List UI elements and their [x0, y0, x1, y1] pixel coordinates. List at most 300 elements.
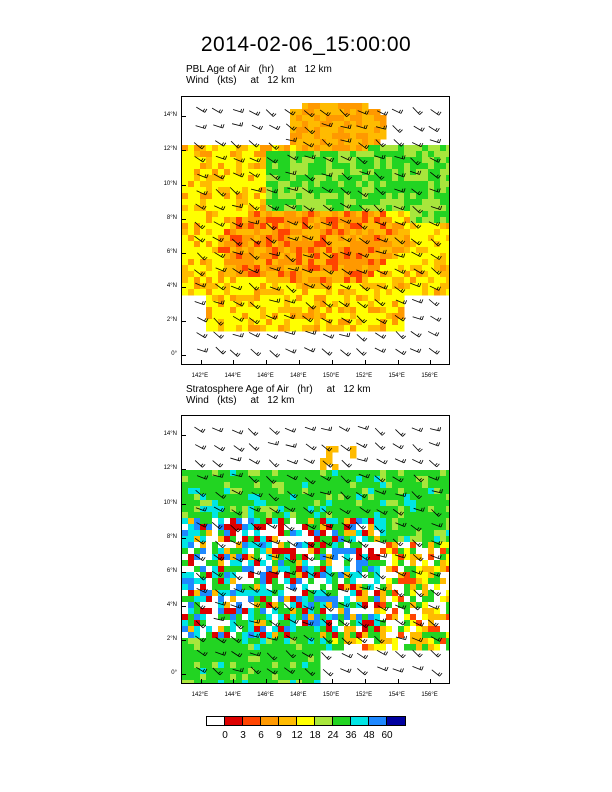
field-cell	[284, 259, 291, 266]
field-cell	[380, 632, 387, 639]
field-cell	[248, 536, 255, 543]
wind-barb-flag	[401, 445, 403, 448]
field-cell	[416, 175, 423, 182]
field-cell	[386, 295, 393, 302]
field-cell	[218, 656, 225, 663]
field-cell	[326, 151, 333, 158]
field-cell	[296, 289, 303, 296]
field-cell	[338, 103, 345, 110]
field-cell	[350, 235, 357, 242]
field-cell	[302, 596, 309, 603]
field-cell	[212, 650, 219, 657]
field-cell	[422, 590, 429, 597]
field-cell	[428, 644, 435, 651]
field-cell	[320, 163, 327, 170]
field-cell	[428, 596, 435, 603]
field-cell	[248, 674, 255, 681]
field-cell	[350, 229, 357, 236]
field-cell	[338, 572, 345, 579]
field-cell	[224, 626, 231, 633]
wind-barb-flag	[221, 428, 223, 432]
pbl-header-line1	[186, 64, 332, 75]
field-cell	[188, 500, 195, 507]
field-cell	[446, 524, 449, 531]
field-cell	[290, 536, 297, 543]
field-cell	[212, 181, 219, 188]
field-cell	[314, 157, 321, 164]
field-cell	[410, 626, 417, 633]
field-cell	[188, 536, 195, 543]
field-cell	[422, 157, 429, 164]
field-cell	[224, 325, 231, 332]
field-cell	[392, 548, 399, 555]
field-cell	[428, 241, 435, 248]
field-cell	[398, 163, 405, 170]
wind-barb	[357, 334, 364, 341]
field-cell	[230, 157, 237, 164]
field-cell	[248, 145, 255, 152]
field-cell	[188, 175, 195, 182]
field-cell	[356, 578, 363, 585]
field-cell	[236, 217, 243, 224]
field-cell	[248, 470, 255, 477]
field-cell	[224, 235, 231, 242]
field-cell	[188, 620, 195, 627]
field-cell	[368, 632, 375, 639]
strat-wind-at: at	[250, 395, 259, 406]
field-cell	[314, 109, 321, 116]
field-cell	[398, 626, 405, 633]
field-cell	[440, 482, 447, 489]
field-cell	[344, 325, 351, 332]
field-cell	[266, 217, 273, 224]
wind-barb-flag	[204, 301, 205, 305]
wind-barb-flag	[404, 459, 406, 463]
field-cell	[308, 500, 315, 507]
field-cell	[314, 205, 321, 212]
field-cell	[386, 307, 393, 314]
field-cell	[302, 542, 309, 549]
field-cell	[302, 277, 309, 284]
field-cell	[392, 193, 399, 200]
field-cell	[308, 151, 315, 158]
wind-barb-flag	[220, 428, 221, 431]
field-cell	[188, 668, 195, 675]
field-cell	[278, 644, 285, 651]
field-cell	[182, 476, 189, 483]
field-cell	[392, 175, 399, 182]
field-cell	[260, 644, 267, 651]
field-cell	[314, 319, 321, 326]
field-cell	[332, 313, 339, 320]
field-cell	[302, 578, 309, 585]
field-cell	[428, 151, 435, 158]
wind-barb	[266, 110, 273, 117]
field-cell	[188, 217, 195, 224]
field-cell	[188, 193, 195, 200]
wind-barb	[356, 348, 363, 355]
wind-barb-flag	[347, 464, 349, 466]
field-cell	[356, 187, 363, 194]
field-cell	[386, 217, 393, 224]
field-cell	[440, 241, 447, 248]
field-cell	[188, 283, 195, 290]
field-cell	[248, 277, 255, 284]
field-cell	[422, 205, 429, 212]
field-cell	[332, 133, 339, 140]
field-cell	[326, 253, 333, 260]
field-cell	[314, 614, 321, 621]
field-cell	[206, 590, 213, 597]
field-cell	[278, 494, 285, 501]
field-cell	[272, 608, 279, 615]
field-cell	[314, 235, 321, 242]
field-cell	[368, 109, 375, 116]
field-cell	[356, 277, 363, 284]
field-cell	[314, 127, 321, 134]
wind-barb-flag	[435, 332, 436, 335]
field-cell	[200, 211, 207, 218]
field-cell	[284, 662, 291, 669]
field-cell	[284, 247, 291, 254]
field-cell	[446, 512, 449, 519]
field-cell	[248, 578, 255, 585]
field-cell	[368, 247, 375, 254]
field-cell	[302, 157, 309, 164]
field-cell	[182, 590, 189, 597]
field-cell	[422, 644, 429, 651]
field-cell	[368, 638, 375, 645]
field-cell	[422, 500, 429, 507]
field-cell	[314, 584, 321, 591]
field-cell	[278, 277, 285, 284]
pbl-field-units: (hr)	[258, 64, 275, 75]
field-cell	[404, 620, 411, 627]
field-cell	[230, 608, 237, 615]
field-cell	[278, 199, 285, 206]
wind-barb	[322, 349, 330, 356]
field-cell	[224, 205, 231, 212]
field-cell	[242, 476, 249, 483]
field-cell	[266, 572, 273, 579]
field-cell	[332, 560, 339, 567]
field-cell	[260, 512, 267, 519]
wind-barb-flag	[417, 349, 418, 352]
field-cell	[392, 289, 399, 296]
field-cell	[356, 488, 363, 495]
field-cell	[332, 542, 339, 549]
field-cell	[326, 313, 333, 320]
x-tick	[266, 679, 267, 684]
field-cell	[404, 590, 411, 597]
field-cell	[332, 265, 339, 272]
field-cell	[278, 638, 285, 645]
field-cell	[326, 632, 333, 639]
field-cell	[368, 512, 375, 519]
field-cell	[398, 151, 405, 158]
field-cell	[314, 548, 321, 555]
field-cell	[314, 223, 321, 230]
field-cell	[236, 536, 243, 543]
field-cell	[428, 175, 435, 182]
field-cell	[350, 626, 357, 633]
field-cell	[404, 247, 411, 254]
field-cell	[446, 175, 449, 182]
field-cell	[230, 181, 237, 188]
field-cell	[230, 590, 237, 597]
wind-barb-flag	[363, 671, 365, 673]
field-cell	[260, 590, 267, 597]
field-cell	[236, 494, 243, 501]
field-cell	[188, 614, 195, 621]
field-cell	[386, 482, 393, 489]
field-cell	[386, 199, 393, 206]
field-cell	[314, 271, 321, 278]
field-cell	[338, 626, 345, 633]
field-cell	[416, 560, 423, 567]
field-cell	[338, 277, 345, 284]
colorbar-swatch	[351, 717, 369, 725]
field-cell	[326, 103, 333, 110]
field-cell	[242, 584, 249, 591]
field-cell	[392, 644, 399, 651]
field-cell	[188, 187, 195, 194]
field-cell	[398, 193, 405, 200]
wind-barb-flag	[276, 354, 278, 356]
field-cell	[194, 566, 201, 573]
field-cell	[242, 482, 249, 489]
wind-barb-flag	[381, 432, 383, 434]
y-tick-label: 10°N	[163, 499, 177, 506]
field-cell	[416, 488, 423, 495]
field-cell	[392, 325, 399, 332]
field-cell	[266, 542, 273, 549]
field-cell	[182, 644, 189, 651]
field-cell	[338, 488, 345, 495]
field-cell	[338, 530, 345, 537]
field-cell	[386, 193, 393, 200]
field-cell	[344, 313, 351, 320]
wind-barb-flag	[437, 303, 440, 306]
y-tick	[181, 116, 186, 117]
field-cell	[284, 175, 291, 182]
field-cell	[404, 638, 411, 645]
field-cell	[200, 229, 207, 236]
field-cell	[338, 241, 345, 248]
field-cell	[188, 476, 195, 483]
y-tick-label: 2°N	[166, 635, 177, 642]
field-cell	[332, 163, 339, 170]
field-cell	[224, 181, 231, 188]
field-cell	[206, 151, 213, 158]
field-cell	[434, 247, 441, 254]
field-cell	[212, 482, 219, 489]
field-cell	[254, 662, 261, 669]
colorbar-label: 18	[309, 730, 321, 741]
field-cell	[440, 163, 447, 170]
field-cell	[314, 139, 321, 146]
x-tick	[365, 679, 366, 684]
x-tick-label: 146°E	[257, 373, 274, 379]
field-cell	[368, 115, 375, 122]
field-cell	[260, 319, 267, 326]
colorbar-swatch	[387, 717, 405, 725]
field-cell	[446, 632, 449, 639]
field-cell	[242, 542, 249, 549]
field-cell	[350, 572, 357, 579]
field-cell	[428, 530, 435, 537]
field-cell	[188, 151, 195, 158]
field-cell	[398, 229, 405, 236]
field-cell	[290, 271, 297, 278]
field-cell	[404, 506, 411, 513]
field-cell	[332, 530, 339, 537]
field-cell	[326, 307, 333, 314]
field-cell	[314, 283, 321, 290]
wind-barb-flag	[294, 428, 296, 432]
field-cell	[314, 668, 321, 675]
field-cell	[320, 235, 327, 242]
field-cell	[404, 494, 411, 501]
field-cell	[224, 247, 231, 254]
field-cell	[332, 536, 339, 543]
field-cell	[260, 259, 267, 266]
field-cell	[308, 476, 315, 483]
field-cell	[350, 325, 357, 332]
field-cell	[362, 560, 369, 567]
field-cell	[206, 632, 213, 639]
field-cell	[308, 133, 315, 140]
field-cell	[446, 542, 449, 549]
field-cell	[296, 578, 303, 585]
field-cell	[374, 211, 381, 218]
field-cell	[434, 560, 441, 567]
field-cell	[320, 602, 327, 609]
field-cell	[368, 199, 375, 206]
field-cell	[206, 578, 213, 585]
field-cell	[374, 632, 381, 639]
field-cell	[392, 319, 399, 326]
field-cell	[302, 103, 309, 110]
field-cell	[344, 626, 351, 633]
field-cell	[248, 596, 255, 603]
wind-barb-flag	[398, 129, 400, 131]
wind-barb-flag	[437, 112, 439, 114]
field-cell	[224, 680, 231, 683]
wind-barb-flag	[223, 351, 226, 354]
wind-barb-flag	[367, 426, 368, 430]
field-cell	[332, 295, 339, 302]
field-cell	[206, 626, 213, 633]
field-cell	[206, 283, 213, 290]
field-cell	[296, 115, 303, 122]
field-cell	[236, 674, 243, 681]
wind-barb-flag	[203, 125, 204, 128]
field-cell	[302, 247, 309, 254]
field-cell	[260, 313, 267, 320]
field-cell	[206, 506, 213, 513]
field-cell	[446, 199, 449, 206]
field-cell	[326, 566, 333, 573]
field-cell	[290, 470, 297, 477]
field-cell	[314, 536, 321, 543]
field-cell	[398, 283, 405, 290]
field-cell	[218, 518, 225, 525]
field-cell	[230, 253, 237, 260]
field-cell	[230, 662, 237, 669]
field-cell	[182, 277, 189, 284]
field-cell	[248, 247, 255, 254]
field-cell	[266, 151, 273, 158]
wind-barb	[340, 350, 348, 356]
field-cell	[284, 482, 291, 489]
field-cell	[338, 127, 345, 134]
field-cell	[392, 241, 399, 248]
field-cell	[206, 145, 213, 152]
y-tick	[181, 219, 186, 220]
field-cell	[296, 217, 303, 224]
field-cell	[278, 295, 285, 302]
field-cell	[440, 223, 447, 230]
field-cell	[308, 163, 315, 170]
field-cell	[302, 674, 309, 681]
field-cell	[344, 289, 351, 296]
field-cell	[242, 656, 249, 663]
field-cell	[434, 181, 441, 188]
field-cell	[356, 211, 363, 218]
field-cell	[440, 181, 447, 188]
field-cell	[434, 223, 441, 230]
wind-barb-flag	[381, 446, 383, 448]
field-cell	[182, 193, 189, 200]
field-cell	[212, 578, 219, 585]
strat-at: at	[326, 384, 335, 395]
field-cell	[242, 548, 249, 555]
field-cell	[374, 482, 381, 489]
field-cell	[242, 217, 249, 224]
field-cell	[248, 476, 255, 483]
field-cell	[206, 554, 213, 561]
field-cell	[386, 247, 393, 254]
wind-barb	[306, 444, 314, 450]
field-cell	[350, 554, 357, 561]
field-cell	[344, 596, 351, 603]
field-cell	[320, 548, 327, 555]
field-cell	[182, 253, 189, 260]
field-cell	[404, 283, 411, 290]
field-cell	[236, 325, 243, 332]
field-cell	[182, 554, 189, 561]
field-cell	[332, 241, 339, 248]
field-cell	[428, 500, 435, 507]
field-cell	[188, 572, 195, 579]
field-cell	[416, 536, 423, 543]
field-cell	[356, 530, 363, 537]
field-cell	[200, 205, 207, 212]
field-cell	[350, 253, 357, 260]
field-cell	[242, 560, 249, 567]
wind-barb	[431, 650, 438, 657]
field-cell	[260, 470, 267, 477]
field-cell	[206, 199, 213, 206]
wind-barb-flag	[405, 300, 407, 304]
field-cell	[350, 614, 357, 621]
field-cell	[284, 241, 291, 248]
field-cell	[254, 289, 261, 296]
field-cell	[386, 151, 393, 158]
field-cell	[194, 518, 201, 525]
field-cell	[326, 518, 333, 525]
